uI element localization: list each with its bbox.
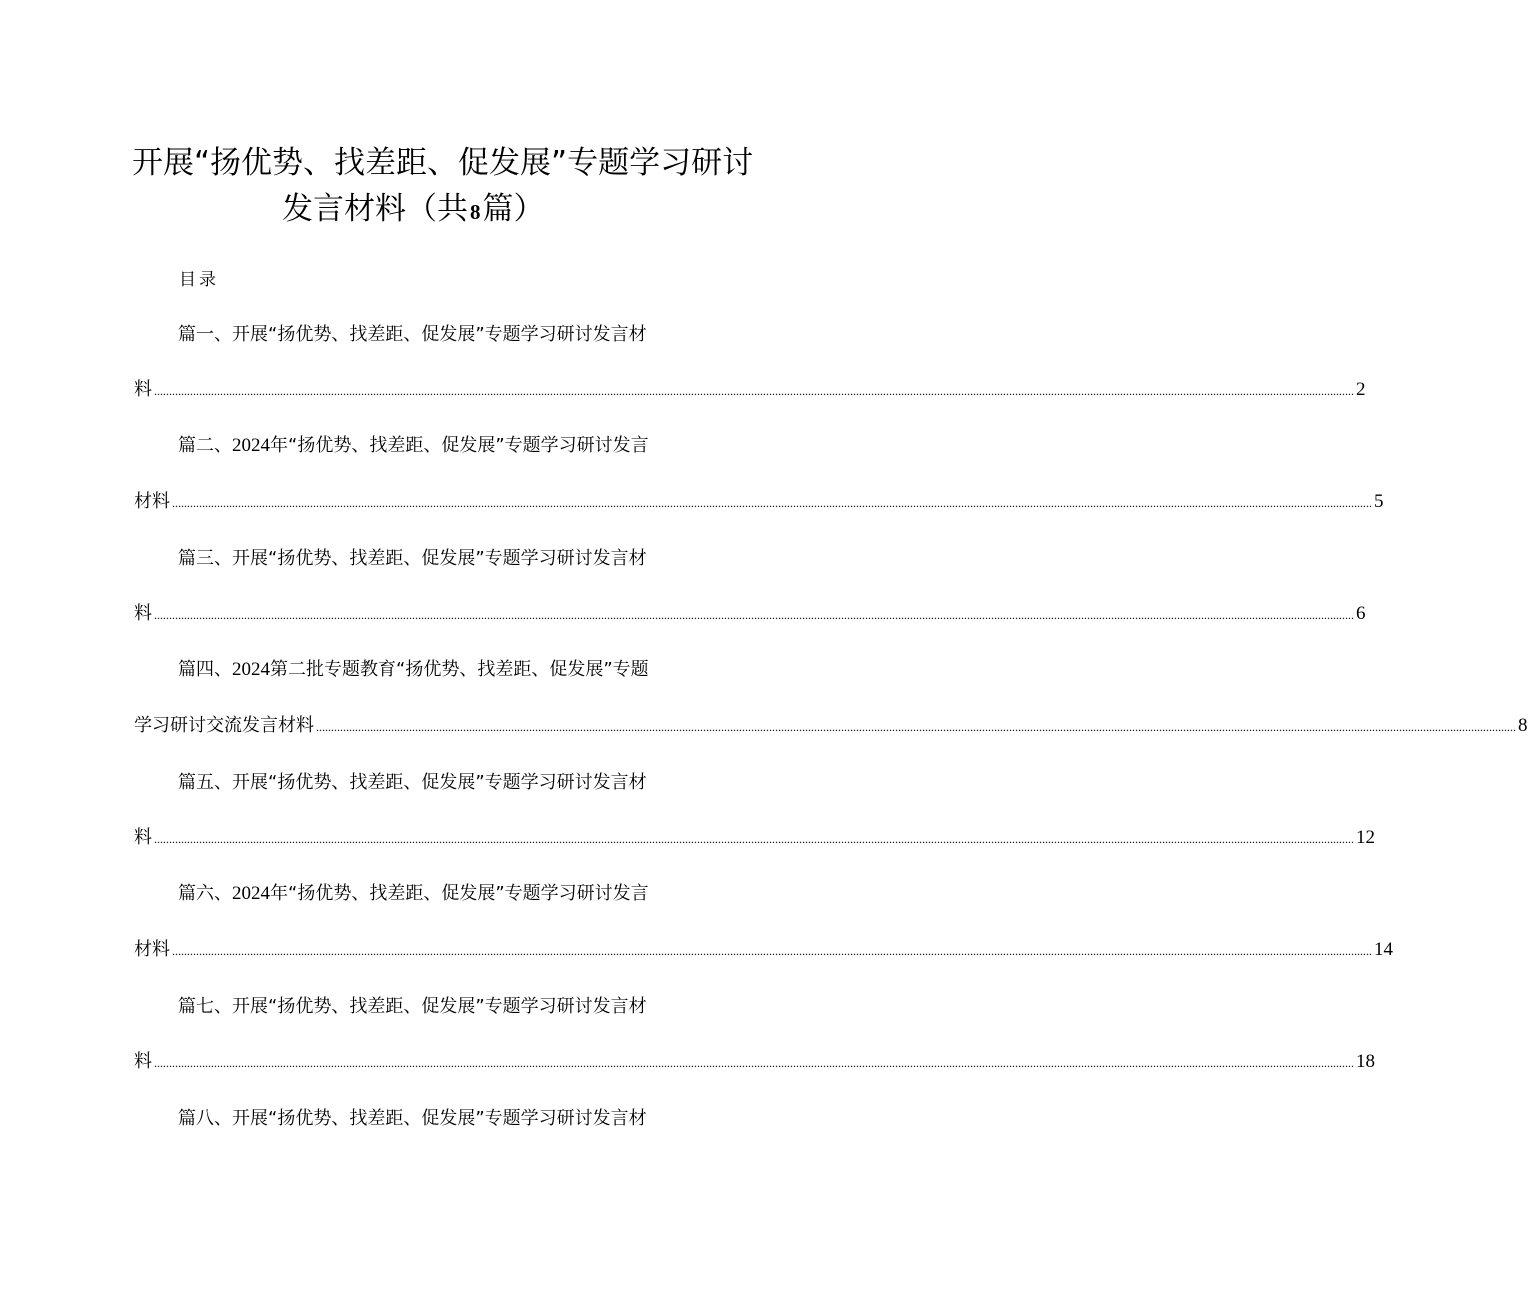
toc-entry-year: 2024 (232, 659, 270, 680)
toc-page-number: 5 (1374, 491, 1384, 512)
toc-entry-text: 年“扬优势、找差距、促发展”专题学习研讨发言 (270, 883, 649, 904)
toc-entry-cont: 料 (134, 1051, 152, 1072)
toc-entry-7-line2[interactable] (134, 1049, 1375, 1076)
toc-entry-year: 2024 (232, 883, 270, 904)
toc-entry-6-line1[interactable] (178, 881, 649, 907)
toc-leader-dots: ................................................................................................................................................................................................................................................................................................................................................................................................................ (316, 720, 1516, 734)
toc-entry-8-line1[interactable] (178, 1106, 647, 1132)
toc-entry-text: 篇三、开展“扬优势、找差距、促发展”专题学习研讨发言材 (178, 548, 647, 569)
toc-entry-2-line2[interactable] (134, 489, 1384, 516)
toc-page-number: 8 (1518, 715, 1528, 736)
toc-leader-dots: ................................................................................................................................................................................................................................................................................................................................................................................................................ (154, 1056, 1354, 1070)
toc-entry-1-line1[interactable] (178, 322, 647, 348)
toc-entry-text: 篇八、开展“扬优势、找差距、促发展”专题学习研讨发言材 (178, 1108, 647, 1129)
toc-entry-cont: 学习研讨交流发言材料 (134, 715, 314, 736)
document-title-line2 (282, 189, 545, 232)
toc-entry-cont: 料 (134, 603, 152, 624)
toc-entry-cont: 材料 (134, 939, 170, 960)
toc-entry-3-line1[interactable] (178, 546, 647, 572)
document-title-line1: 开展“扬优势、找差距、促发展”专题学习研讨 (132, 145, 754, 181)
toc-entry-cont: 料 (134, 827, 152, 848)
toc-entry-cont: 料 (134, 379, 152, 400)
toc-entry-text: 篇一、开展“扬优势、找差距、促发展”专题学习研讨发言材 (178, 324, 647, 345)
toc-entry-text: 年“扬优势、找差距、促发展”专题学习研讨发言 (270, 435, 649, 456)
toc-heading: 目录 (179, 270, 219, 290)
toc-entry-text: 篇七、开展“扬优势、找差距、促发展”专题学习研讨发言材 (178, 996, 647, 1017)
toc-page-number: 2 (1356, 379, 1366, 400)
toc-entry-3-line2[interactable] (134, 601, 1366, 628)
toc-page-number: 6 (1356, 603, 1366, 624)
toc-entry-year: 2024 (232, 435, 270, 456)
toc-entry-7-line1[interactable] (178, 994, 647, 1020)
toc-leader-dots: ................................................................................................................................................................................................................................................................................................................................................................................................................ (154, 832, 1354, 846)
toc-leader-dots: ................................................................................................................................................................................................................................................................................................................................................................................................................ (154, 384, 1354, 398)
toc-entry-4-line1[interactable] (178, 657, 649, 683)
toc-leader-dots: ................................................................................................................................................................................................................................................................................................................................................................................................................ (172, 496, 1372, 510)
toc-entry-text: 篇二、 (178, 435, 232, 456)
toc-page-number: 12 (1356, 827, 1375, 848)
toc-entry-1-line2[interactable] (134, 377, 1366, 404)
toc-entry-4-line2[interactable] (134, 713, 1528, 740)
toc-page-number: 18 (1356, 1051, 1375, 1072)
toc-entry-text: 篇五、开展“扬优势、找差距、促发展”专题学习研讨发言材 (178, 772, 647, 793)
toc-entry-cont: 材料 (134, 491, 170, 512)
toc-page-number: 14 (1374, 939, 1393, 960)
toc-leader-dots: ................................................................................................................................................................................................................................................................................................................................................................................................................ (154, 608, 1354, 622)
title-count: 8 (470, 200, 481, 224)
toc-entry-2-line1[interactable] (178, 433, 649, 459)
toc-entry-text: 篇四、 (178, 659, 232, 680)
toc-entry-text: 篇六、 (178, 883, 232, 904)
toc-entry-5-line1[interactable] (178, 770, 647, 796)
title-suffix: 篇） (482, 191, 545, 227)
toc-leader-dots: ................................................................................................................................................................................................................................................................................................................................................................................................................ (172, 944, 1372, 958)
title-prefix: 发言材料（共 (282, 191, 468, 227)
toc-entry-6-line2[interactable] (134, 937, 1393, 964)
toc-entry-5-line2[interactable] (134, 825, 1375, 852)
toc-entry-text: 第二批专题教育“扬优势、找差距、促发展”专题 (270, 659, 649, 680)
